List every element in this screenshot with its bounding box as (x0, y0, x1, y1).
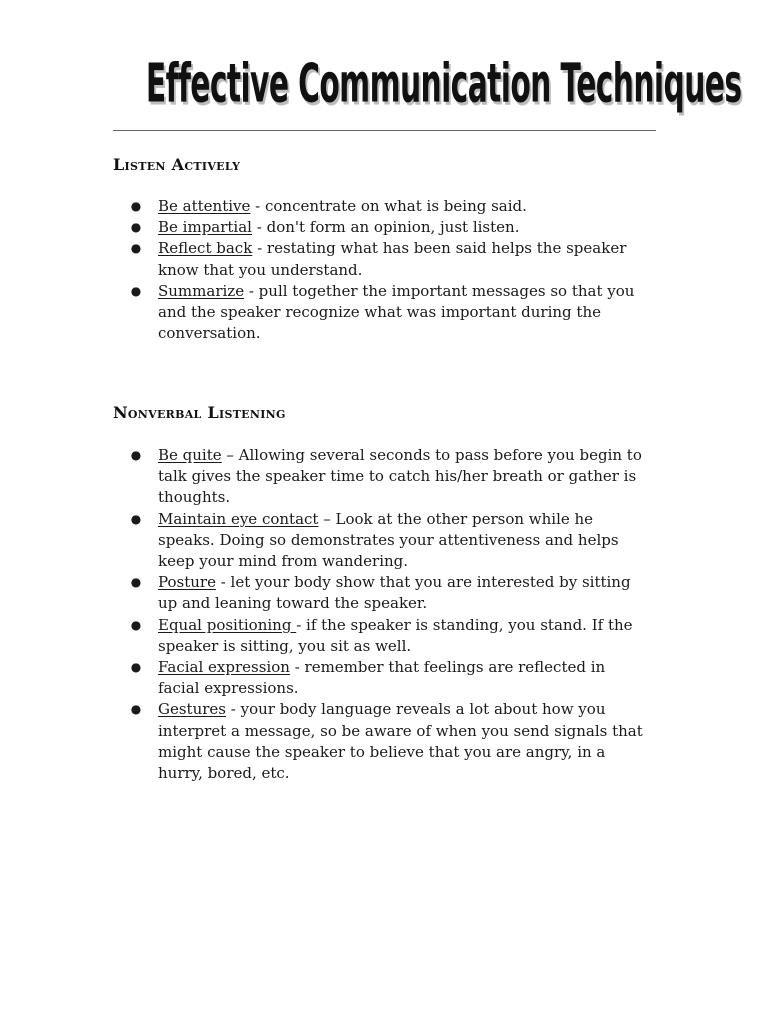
list-item (130, 238, 650, 280)
list-item (130, 281, 650, 345)
item-text: - if the speaker is standing, you stand. If the speaker is sitting, you sit as well. (158, 615, 633, 655)
list-item (130, 699, 650, 784)
section-heading-nonverbal-listening: Nonverbal Listening (113, 403, 286, 422)
item-term: Equal positioning (158, 615, 297, 634)
item-term: Posture (158, 573, 216, 592)
list-item (130, 572, 650, 614)
bullet-icon: ● (130, 241, 142, 256)
document-title: Effective Communication Techniques (145, 52, 742, 115)
title-divider (113, 130, 656, 131)
item-text: - remember that feelings are reflected in facial expressions. (158, 658, 606, 698)
list-item (130, 217, 650, 238)
item-text: - restating what has been said helps the speaker know that you understand. (158, 239, 627, 279)
bullet-icon: ● (130, 511, 142, 526)
item-term: Be impartial (158, 218, 252, 237)
bullet-icon: ● (130, 448, 142, 462)
bullet-icon: ● (130, 199, 142, 213)
nonverbal-listening-list (130, 445, 650, 784)
bullet-icon: ● (130, 283, 142, 298)
item-text: - your body language reveals a lot about how you interpret a message, so be aware of when you send signals that might cause the speaker to believe that you are angry, in a hurry, bored, etc. (158, 700, 643, 783)
bullet-icon: ● (130, 660, 142, 675)
list-item (130, 509, 650, 573)
item-text: – Look at the other person while he speaks. Doing so demonstrates your attentiveness and helps keep your mind from wandering. (158, 509, 619, 571)
list-item (130, 445, 650, 509)
item-text: – Allowing several seconds to pass before you begin to talk gives the speaker time to catch his/her breath or gather is thoughts. (158, 446, 642, 507)
bullet-icon: ● (130, 702, 142, 717)
bullet-icon: ● (130, 575, 142, 590)
list-item (130, 657, 650, 699)
list-item (130, 196, 650, 217)
item-term: Reflect back (158, 239, 253, 258)
bullet-icon: ● (130, 617, 142, 632)
item-text: - don't form an opinion, just listen. (251, 218, 520, 237)
item-term: Gestures (158, 700, 226, 719)
item-text: - let your body show that you are interested by sitting up and leaning toward the speaker. (158, 573, 631, 613)
item-term: Summarize (158, 281, 245, 300)
item-term: Be attentive (158, 197, 251, 215)
item-text: - pull together the important messages so that you and the speaker recognize what was important during the conversation. (158, 281, 635, 343)
bullet-icon: ● (130, 220, 142, 235)
item-text: - concentrate on what is being said. (250, 197, 527, 215)
item-term: Be quite (158, 446, 222, 464)
item-term: Maintain eye contact (158, 509, 319, 528)
listen-actively-list (130, 196, 650, 344)
item-term: Facial expression (158, 658, 290, 677)
list-item (130, 615, 650, 657)
section-heading-listen-actively: Listen Actively (113, 155, 241, 174)
